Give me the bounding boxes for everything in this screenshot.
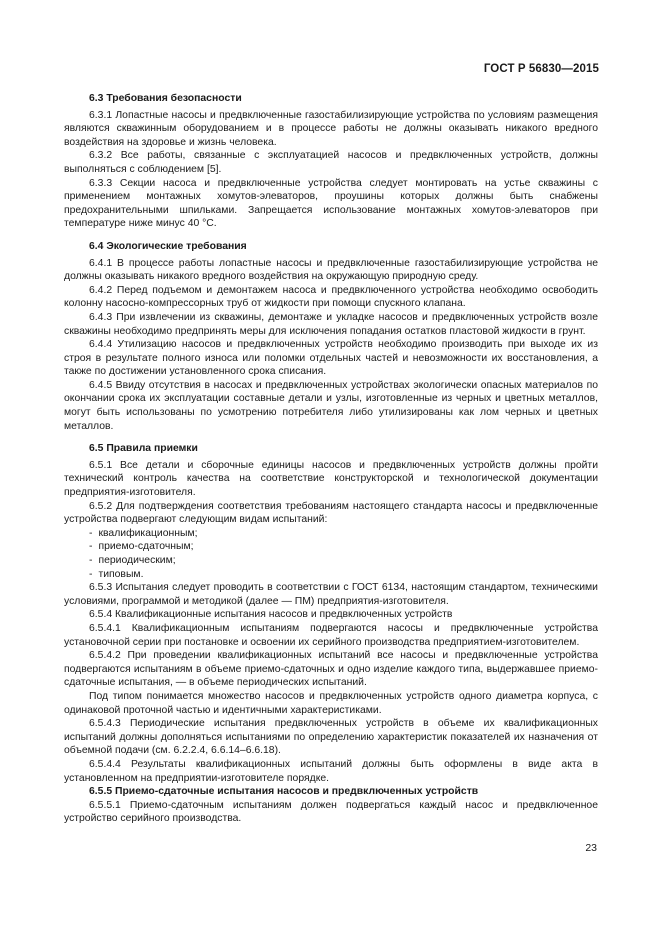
paragraph-6-3-2: 6.3.2 Все работы, связанные с эксплуатацией насосов и предвключенных устройств, должны выполняться с соблюдением [5]. [64, 150, 598, 175]
paragraph-6-4-3: 6.4.3 При извлечении из скважины, демонтаже и укладке насосов и предвключенных устройств возле скважины необходимо предпринять меры для исключения попадания остатков пластовой жидкости в грунт. [64, 311, 598, 337]
section-heading-6-5: 6.5 Правила приемки [89, 443, 198, 455]
paragraph-type-definition: Под типом понимается множество насосов и предвключенных устройств одного диаметра корпуса, с одинаковой проточной частью и идентичными характеристиками. [64, 690, 598, 716]
paragraph-6-4-2: 6.4.2 Перед подъемом и демонтажем насоса и предвключенного устройства необходимо освободить колонну насосно-компрессорных труб от жидкости при помощи спускного клапана. [64, 284, 598, 310]
paragraph-6-3-1: 6.3.1 Лопастные насосы и предвключенные газостабилизирующие устройства по условиям размещения являются скважинным оборудованием и в процессе работы не должны оказывать никакого вредного воздействия на здоровье и жизнь человека. [64, 109, 598, 148]
paragraph-6-5-4: 6.5.4 Квалификационные испытания насосов и предвключенных устройств [89, 609, 453, 621]
subheading-6-5-5: 6.5.5 Приемо-сдаточные испытания насосов и предвключенных устройств [89, 786, 479, 798]
paragraph-6-4-5: 6.4.5 Ввиду отсутствия в насосах и предвключенных устройствах экологически опасных материалов по окончании срока их эксплуатации составные детали и узлы, изготовленные из черных и цветных металлов, могут быть использованы по усмотрению потребителя либо утилизированы как лом черных и цветных металлов. [64, 379, 598, 432]
paragraph-6-5-3: 6.5.3 Испытания следует проводить в соответствии с ГОСТ 6134, настоящим стандартом, техническими условиями, программой и методикой (далее — ПМ) предприятия-изготовителя. [64, 582, 598, 607]
paragraph-6-5-4-2: 6.5.4.2 При проведении квалификационных испытаний все насосы и предвключенные устройства подвергаются испытаниям в объеме приемо-сдаточных и одно изделие каждого типа, выдержавшее приемо-сдаточные испытания, — в объеме периодических испытаний. [64, 650, 598, 689]
paragraph-6-5-5-1: 6.5.5.1 Приемо-сдаточным испытаниям должен подвергаться каждый насос и предвключенное устройство серийного производства. [64, 799, 598, 825]
paragraph-6-4-4: 6.4.4 Утилизацию насосов и предвключенных устройств необходимо производить при выходе их из строя в результате полного износа или поломки отдельных частей и невозможности их восстановления, а также по достижении установленного срока списания. [64, 339, 598, 378]
paragraph-6-5-4-3: 6.5.4.3 Периодические испытания предвключенных устройств в объеме их квалификационных испытаний должны дополняться испытаниями по определению характеристик показателей их назначения от объемной подачи (см. 6.2.2.4, 6.6.14–6.6.18). [64, 718, 598, 757]
list-item: - типовым. [89, 568, 598, 582]
section-heading-6-4: 6.4 Экологические требования [89, 240, 247, 252]
section-heading-6-3: 6.3 Требования безопасности [89, 93, 242, 104]
list-item: - приемо-сдаточным; [89, 540, 598, 554]
page-number: 23 [585, 842, 597, 854]
paragraph-6-5-1: 6.5.1 Все детали и сборочные единицы насосов и предвключенных устройств должны пройти технический контроль качества на соответствие конструкторской и технологической документации предприятия-изготовителя. [64, 459, 598, 499]
paragraph-6-5-4-4: 6.5.4.4 Результаты квалификационных испытаний должны быть оформлены в виде акта в установленном на предприятии-изготовителе порядке. [64, 758, 598, 784]
paragraph-6-5-4-1: 6.5.4.1 Квалификационным испытаниям подвергаются насосы и предвключенные устройства установочной серии при постановке и освоении их серийного производства предприятием-изготовителем. [64, 622, 598, 648]
page-body [64, 92, 598, 826]
paragraph-6-3-3: 6.3.3 Секции насоса и предвключенные устройства следует монтировать на устье скважины с применением монтажных хомутов-элеваторов, проушины которых должны быть снабжены предохранительными шпильками. Запрещается использование монтажных хомутов-элеваторов при температуре ниже минус 40 °С. [64, 177, 598, 230]
paragraph-6-5-2: 6.5.2 Для подтверждения соответствия требованиям настоящего стандарта насосы и предвключенные устройства подвергают следующим видам испытаний: [64, 500, 598, 526]
list-item: - периодическим; [89, 554, 598, 568]
document-number: ГОСТ Р 56830—2015 [483, 63, 599, 75]
paragraph-6-4-1: 6.4.1 В процессе работы лопастные насосы и предвключенные газостабилизирующие устройства не должны оказывать никакого вредного воздействия на окружающую природную среду. [64, 257, 598, 283]
list-item: - квалификационным; [89, 527, 598, 541]
